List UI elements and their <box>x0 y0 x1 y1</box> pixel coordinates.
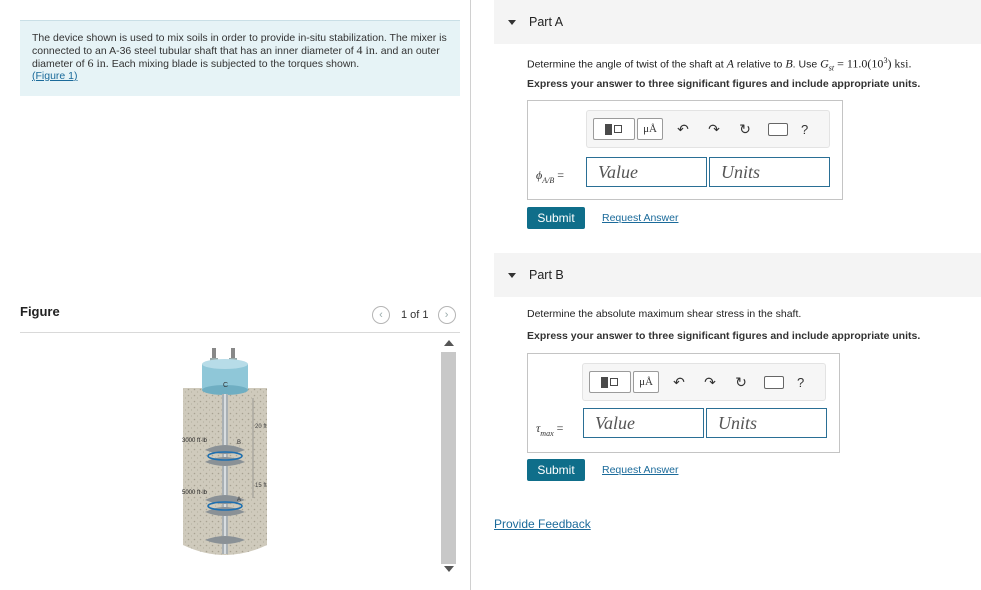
var-eq: = <box>554 168 564 182</box>
part-a-header[interactable] <box>494 0 981 44</box>
pager-label: 1 of 1 <box>401 309 429 321</box>
q-text: relative to <box>733 58 786 71</box>
part-b-title: Part B <box>529 268 564 282</box>
part-a-units-input[interactable]: Units <box>709 157 830 187</box>
part-a-question <box>527 56 911 73</box>
redo-icon[interactable]: ↷ <box>704 373 716 390</box>
label-c: C <box>223 382 229 389</box>
template-icon <box>614 125 622 133</box>
caret-down-icon <box>508 20 516 25</box>
next-figure-button[interactable] <box>438 306 456 324</box>
part-b-header[interactable] <box>494 253 981 297</box>
caret-down-icon <box>508 273 516 278</box>
var-sub: max <box>540 429 554 439</box>
var-symbol: τ <box>536 421 541 435</box>
template-icon <box>610 378 618 386</box>
figure-scrollbar[interactable] <box>440 340 457 578</box>
reset-icon[interactable]: ↻ <box>739 120 751 137</box>
part-a-answer-box <box>527 100 843 200</box>
chevron-left-icon: ‹ <box>379 309 383 321</box>
label-torque-b: 3000 ft·lb <box>182 438 208 444</box>
chevron-right-icon: › <box>444 309 449 321</box>
units-palette-button[interactable]: μÅ <box>637 118 663 140</box>
redo-icon[interactable]: ↷ <box>708 120 720 137</box>
panel-divider <box>470 0 471 590</box>
q-end: ) ksi. <box>887 56 912 71</box>
problem-text: The device shown is used to mix soils in order to provide in-situ stabilization. The mixer is connected to an A-36 steel tubular shaft that has an inner diameter of <box>32 32 447 57</box>
prev-figure-button[interactable] <box>372 306 390 324</box>
help-button[interactable]: ? <box>797 374 805 390</box>
q-eq: = 11.0(10 <box>834 56 884 71</box>
scroll-thumb[interactable] <box>441 352 456 564</box>
q-point-b: B <box>785 56 793 71</box>
mixer-figure <box>175 340 275 580</box>
label-a: A <box>237 497 242 503</box>
figure-divider <box>20 332 460 333</box>
undo-icon[interactable]: ↶ <box>677 120 689 137</box>
part-b-variable <box>536 419 563 438</box>
q-exp: 3 <box>883 56 888 65</box>
q-text: . Use <box>792 58 821 71</box>
reset-icon[interactable]: ↻ <box>735 373 747 390</box>
templates-button[interactable] <box>589 371 631 393</box>
part-b-toolbar <box>582 363 826 401</box>
part-b-request-answer-link[interactable]: Request Answer <box>602 464 679 476</box>
var-eq: = <box>553 421 564 435</box>
scroll-up-icon[interactable] <box>444 340 454 346</box>
figure-pager <box>372 305 456 325</box>
part-a-request-answer-link[interactable]: Request Answer <box>602 212 679 224</box>
problem-text: Each mixing blade is subjected to the torques shown. <box>108 58 360 70</box>
part-a-instructions: Express your answer to three significant figures and include appropriate units. <box>527 78 921 90</box>
scroll-down-icon[interactable] <box>444 566 454 572</box>
part-b-question: Determine the absolute maximum shear stress in the shaft. <box>527 308 802 320</box>
label-length-bottom: 15 ft <box>255 483 267 489</box>
part-a-submit-button[interactable]: Submit <box>527 207 585 229</box>
label-length-top: 20 ft <box>255 424 267 430</box>
part-b-answer-box <box>527 353 840 453</box>
q-g: G <box>820 56 829 71</box>
part-a-title: Part A <box>529 15 564 29</box>
part-b-units-input[interactable]: Units <box>706 408 827 438</box>
part-a-toolbar <box>586 110 830 148</box>
keyboard-icon[interactable] <box>768 123 788 136</box>
undo-icon[interactable]: ↶ <box>673 373 685 390</box>
units-palette-button[interactable]: μÅ <box>633 371 659 393</box>
problem-statement <box>20 20 460 96</box>
var-sub: A/B <box>542 176 555 186</box>
label-torque-a: 5000 ft·lb <box>182 490 208 496</box>
templates-button[interactable] <box>593 118 635 140</box>
label-b: B <box>237 440 242 446</box>
provide-feedback-link[interactable]: Provide Feedback <box>494 517 591 531</box>
keyboard-icon[interactable] <box>764 376 784 389</box>
part-b-instructions: Express your answer to three significant figures and include appropriate units. <box>527 330 921 342</box>
part-a-variable <box>536 166 564 185</box>
q-point-a: A <box>726 56 734 71</box>
outer-diameter: 6 in. <box>87 56 109 70</box>
part-b-value-input[interactable]: Value <box>583 408 704 438</box>
template-icon <box>601 377 608 388</box>
figure-link[interactable]: (Figure 1) <box>32 70 78 82</box>
figure-title: Figure <box>20 304 60 319</box>
help-button[interactable]: ? <box>801 121 809 137</box>
q-text: Determine the angle of twist of the shaft at <box>527 58 727 71</box>
q-g-sub: st <box>828 63 835 73</box>
var-symbol: ϕ <box>536 168 543 182</box>
part-a-value-input[interactable]: Value <box>586 157 707 187</box>
problem-text: and an outer diameter of <box>32 45 440 70</box>
part-b-submit-button[interactable]: Submit <box>527 459 585 481</box>
inner-diameter: 4 in. <box>356 43 378 57</box>
template-icon <box>605 124 612 135</box>
